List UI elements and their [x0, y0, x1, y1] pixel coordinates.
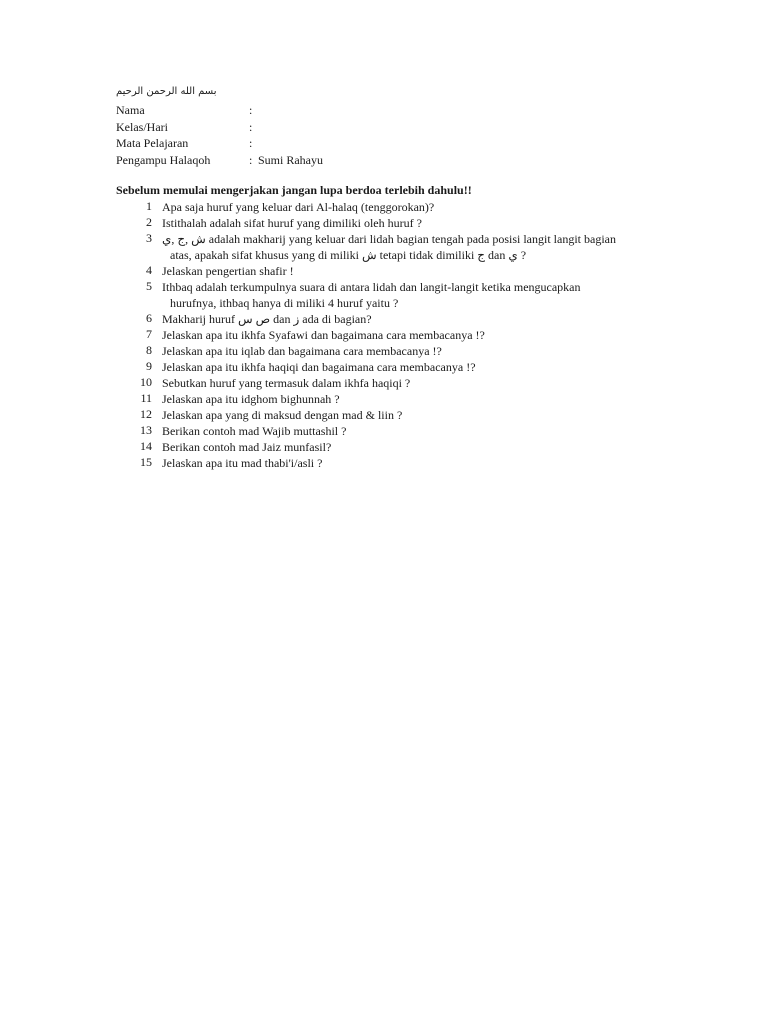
question-text: Sebutkan huruf yang termasuk dalam ikhfa haqiqi ? [162, 376, 411, 390]
field-row-nama [116, 102, 516, 119]
question-number: 4 [146, 263, 152, 277]
question-text: Jelaskan apa yang di maksud dengan mad & liin ? [162, 408, 403, 422]
question-text: Jelaskan apa itu ikhfa haqiqi dan bagaimana cara membacanya !? [162, 360, 476, 374]
question-text: ش ,ج ,ي adalah makharij yang keluar dari lidah bagian tengah pada posisi langit langit bagian [162, 232, 616, 246]
instruction-heading: Sebelum memulai mengerjakan jangan lupa berdoa terlebih dahulu!! [116, 183, 472, 197]
basmalah: بسم الله الرحمن الرحيم [116, 86, 217, 97]
question-item [116, 279, 656, 311]
field-label: Mata Pelajaran [116, 136, 189, 150]
field-colon: : [249, 103, 253, 117]
field-row-mata-pelajaran [116, 135, 516, 152]
field-label: Kelas/Hari [116, 119, 168, 134]
field-label: Pengampu Halaqoh [116, 152, 211, 167]
question-item [116, 215, 656, 231]
field-label: Nama [116, 103, 145, 117]
question-number: 1 [146, 199, 152, 213]
question-item [116, 199, 656, 215]
question-item [116, 359, 656, 375]
question-text: Berikan contoh mad Jaiz munfasil? [162, 440, 332, 454]
question-item [116, 455, 656, 471]
question-item [116, 439, 656, 455]
question-item [116, 423, 656, 439]
question-number: 8 [146, 343, 152, 357]
question-item [116, 375, 656, 391]
question-text: Jelaskan apa itu ikhfa Syafawi dan bagaimana cara membacanya !? [162, 328, 485, 342]
question-text: Istithalah adalah sifat huruf yang dimiliki oleh huruf ? [162, 216, 422, 230]
question-number: 10 [140, 375, 152, 389]
question-text: Jelaskan apa itu idghom bighunnah ? [162, 392, 340, 406]
question-number: 3 [146, 231, 152, 245]
field-row-pengampu-halaqoh [116, 152, 516, 169]
question-number: 2 [146, 215, 152, 229]
question-text: Berikan contoh mad Wajib muttashil ? [162, 424, 347, 438]
question-item [116, 391, 656, 407]
student-info-fields [116, 102, 516, 168]
question-number: 12 [140, 407, 152, 421]
question-list [116, 199, 656, 471]
question-item [116, 263, 656, 279]
field-value: Sumi Rahayu [258, 152, 323, 167]
question-number: 7 [146, 327, 152, 341]
question-number: 5 [146, 279, 152, 293]
field-colon: : [249, 119, 253, 134]
question-number: 14 [140, 439, 152, 453]
field-colon: : [249, 152, 253, 167]
question-text: Apa saja huruf yang keluar dari Al-halaq (tenggorokan)? [162, 200, 435, 214]
question-number: 13 [140, 423, 152, 437]
question-item [116, 327, 656, 343]
question-number: 15 [140, 455, 152, 469]
question-number: 6 [146, 311, 152, 325]
question-number: 11 [140, 391, 152, 405]
question-item [116, 311, 656, 327]
question-item [116, 407, 656, 423]
question-text: Ithbaq adalah terkumpulnya suara di antara lidah dan langit-langit ketika mengucapkan [162, 280, 581, 294]
question-text: Jelaskan apa itu mad thabi'i/asli ? [162, 456, 323, 470]
question-text: Makharij huruf ص س dan ز ada di bagian? [162, 312, 372, 326]
question-text-continued: atas, apakah sifat khusus yang di miliki ش tetapi tidak dimiliki ج dan ي ? [170, 248, 527, 262]
field-colon: : [249, 136, 253, 150]
field-row-kelas-hari [116, 119, 516, 136]
question-item [116, 231, 656, 263]
question-text: Jelaskan pengertian shafir ! [162, 264, 294, 278]
question-item [116, 343, 656, 359]
question-text: Jelaskan apa itu iqlab dan bagaimana cara membacanya !? [162, 344, 442, 358]
question-number: 9 [146, 359, 152, 373]
question-text-continued: hurufnya, ithbaq hanya di miliki 4 huruf yaitu ? [170, 296, 399, 310]
